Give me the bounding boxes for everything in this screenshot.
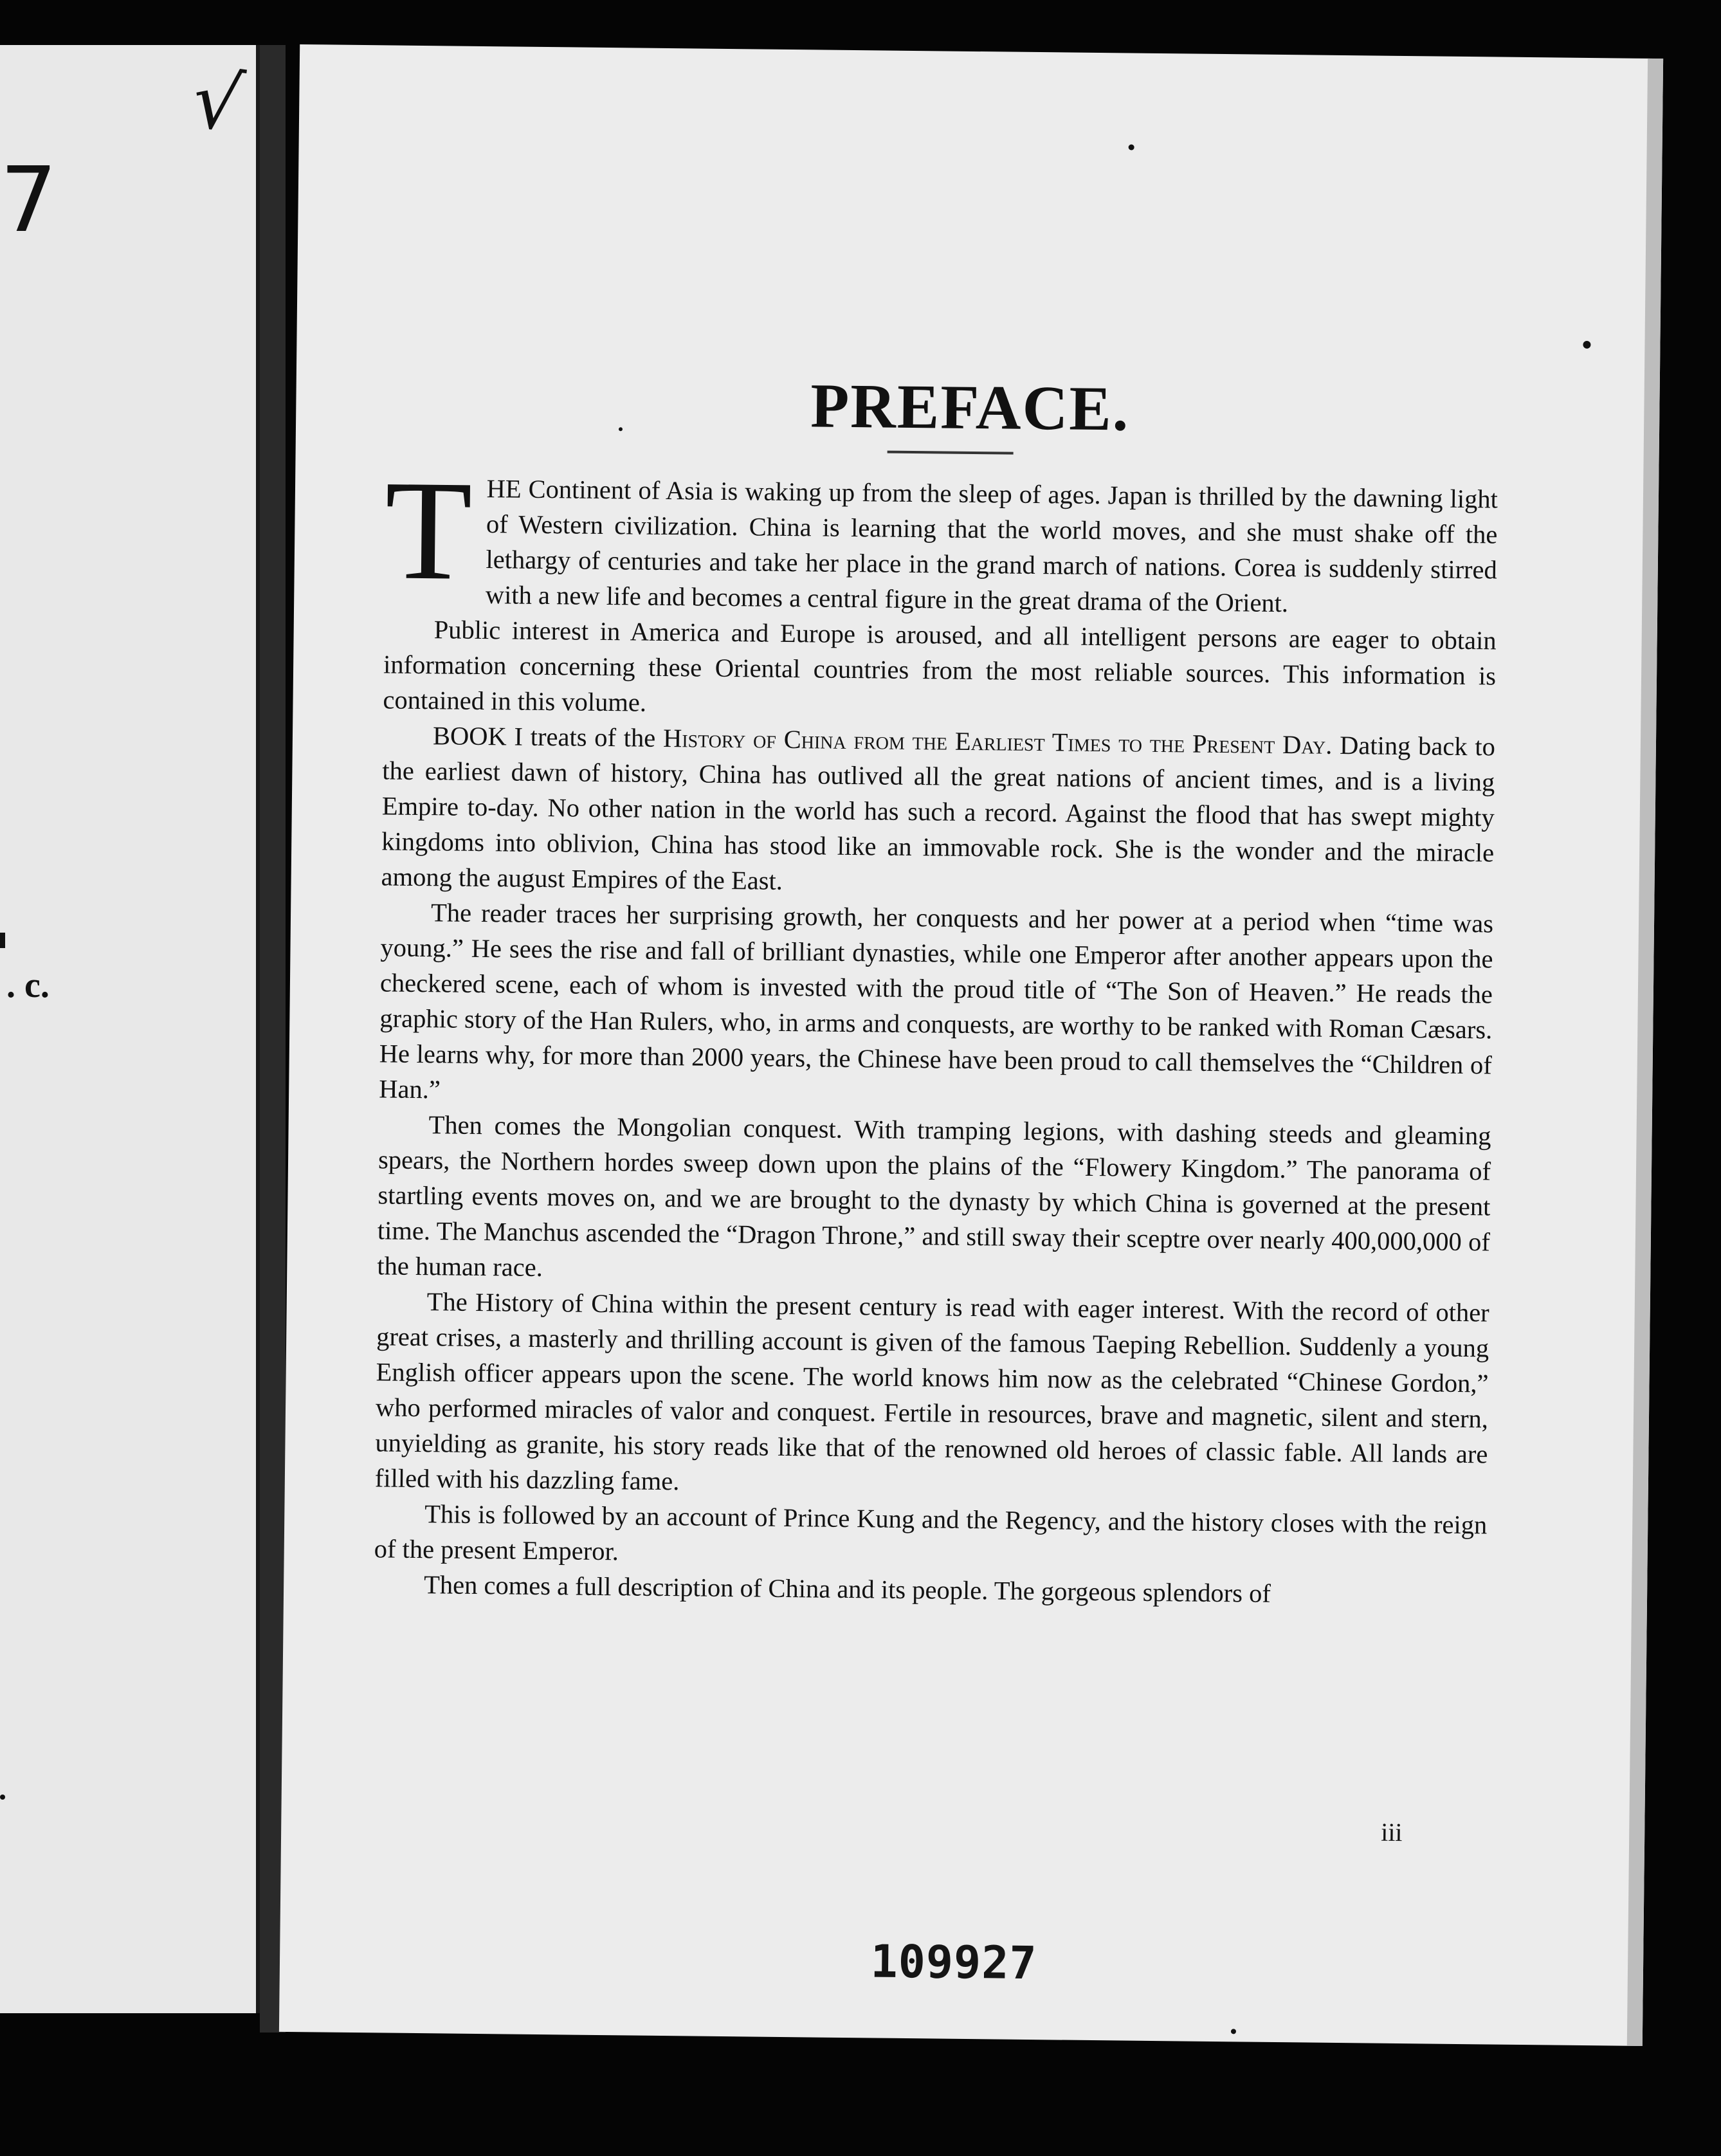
check-mark: √ bbox=[187, 55, 248, 151]
ink-speck bbox=[0, 1795, 5, 1800]
paragraph-2: Public interest in America and Europe is aroused, and all intelligent persons are eager to obtain information concerning these Oriental countries from the most reliable sources. This information is contained in this volume. bbox=[383, 615, 1497, 717]
accession-number: 109927 bbox=[870, 1935, 1037, 1990]
title-rule bbox=[888, 451, 1014, 455]
paragraph-1 bbox=[384, 451, 1498, 623]
paragraph-3-rest: . Dating back to the earliest dawn of history, China has outlived all the great nations of ancient times, and is a living Empire to-day. No other nation in the world has such a record. Against the flood that has swept mighty kingdoms into oblivion, China has stood like an immovable rock. She is the wonder and the miracle among the august Empires of the East. bbox=[381, 730, 1496, 895]
paragraph-4: The reader traces her surprising growth, her conquests and her power at a period when “time was young.” He sees the rise and fall of brilliant dynasties, while one Emperor after another appears upon the checkered scene, each of whom is invested with the proud title of “The Son of Heaven.” He reads the graphic story of the Han Rulers, who, in arms and conquests, are worthy to be ranked with Roman Cæsars. He learns why, for more than 2000 years, the Chinese have been proud to call themselves the “Children of Han.” bbox=[379, 898, 1494, 1104]
bracket-mark: 7 bbox=[0, 148, 58, 253]
ink-speck bbox=[1231, 2029, 1236, 2034]
page-title: PREFACE. bbox=[810, 371, 1130, 444]
paragraph-7: This is followed by an account of Prince Kung and the Regency, and the history closes with the reign of the present Emperor. bbox=[374, 1499, 1488, 1566]
page-number: iii bbox=[1380, 1817, 1403, 1847]
paragraph-3-smallcaps: History of China from the Earliest Times to the Present Day bbox=[662, 723, 1326, 760]
paragraph-3-lead: BOOK I treats of the bbox=[432, 721, 664, 753]
preface-page bbox=[279, 44, 1663, 2046]
paragraph-3 bbox=[381, 717, 1495, 906]
paragraph-8: Then comes a full description of China and its people. The gorgeous splendors of bbox=[423, 1570, 1271, 1608]
ink-speck bbox=[1583, 341, 1590, 349]
drop-cap: T bbox=[384, 451, 473, 610]
paragraph-1-text: HE Continent of Asia is waking up from the sleep of ages. Japan is thrilled by the dawning light of Western civilization. China is learning that the world moves, and she must shake off the lethargy of centuries and take her place in the grand march of nations. Corea is suddenly stirred with a new life and becomes a central figure in the great drama of the Orient. bbox=[485, 474, 1498, 618]
paragraph-5: Then comes the Mongolian conquest. With tramping legions, with dashing steeds and gleaming spears, the Northern hordes sweep down upon the plains of the “Flowery Kingdom.” The panorama of startling events moves on, and we are brought to the dynasty by which China is governed at the present time. The Manchus ascended the “Dragon Throne,” and still sway their sceptre over nearly 400,000,000 of the human race. bbox=[377, 1110, 1491, 1283]
ink-tick bbox=[0, 933, 5, 948]
preface-body bbox=[374, 451, 1498, 1613]
paragraph-6: The History of China within the present century is read with eager interest. With the record of other great crises, a masterly and thrilling account is given of the famous Taeping Rebellion. Suddenly a young English officer appears upon the scene. The world knows him now as the celebrated “Chinese Gordon,” who performed miracles of valor and conquest. Fertile in resources, brave and magnetic, silent and stern, unyielding as granite, his story reads like that of the renowned old heroes of classic fable. All lands are filled with his dazzling fame. bbox=[374, 1287, 1489, 1496]
left-facing-page bbox=[0, 45, 260, 2013]
left-page-fragment: . c. bbox=[6, 965, 50, 1005]
ink-speck bbox=[1129, 144, 1134, 150]
